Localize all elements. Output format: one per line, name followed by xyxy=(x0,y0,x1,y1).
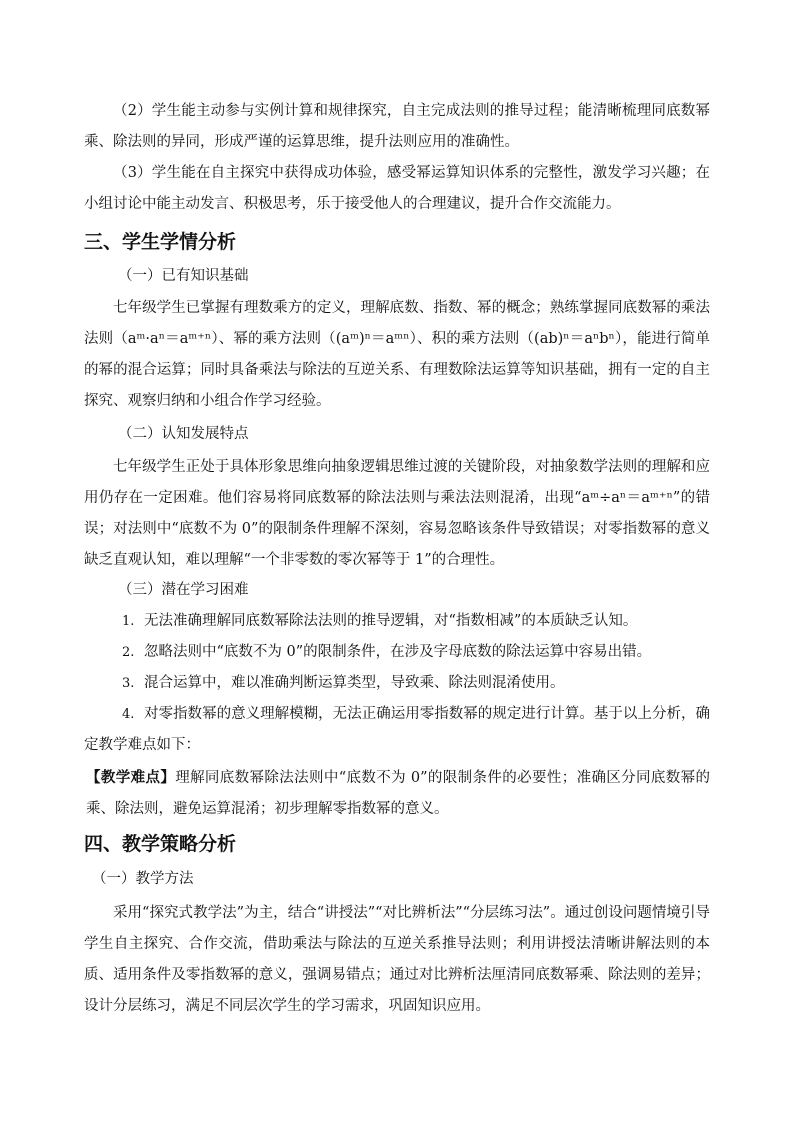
goal-item-3: （3）学生能在自主探究中获得成功体验，感受幂运算知识体系的完整性，激发学习兴趣；在小组讨论中能主动发言、积极思考，乐于接受他人的合理建议，提升合作交流能力。 xyxy=(84,165,710,212)
list-item-number: 3. xyxy=(122,676,135,691)
list-item-text: 对零指数幂的意义理解模糊，无法正确运用零指数幂的规定进行计算。基于以上分析，确定教学难点如下： xyxy=(84,706,710,753)
subheading-prior-knowledge: （一）已有知识基础 xyxy=(118,268,249,284)
list-item xyxy=(84,668,710,699)
list-item xyxy=(84,637,710,668)
list-item xyxy=(84,606,710,637)
list-item-text: 无法准确理解同底数幂除法法则的推导逻辑，对“指数相减”的本质缺乏认知。 xyxy=(144,613,638,629)
list-item-text: 忽略法则中“底数不为 0”的限制条件，在涉及字母底数的除法运算中容易出错。 xyxy=(144,644,652,660)
cognitive-features-text: 七年级学生正处于具体形象思维向抽象逻辑思维过渡的关键阶段，对抽象数学法则的理解和应用仍存在一定困难。他们容易将同底数幂的除法法则与乘法法则混淆，出现“aᵐ÷aⁿ＝aᵐ⁺ⁿ”的错误；对法则中“底数不为 0”的限制条件理解不深刻，容易忽略该条件导致错误；对零指数幂的意义缺乏直观认知，难以理解“一个非零数的零次幂等于 1”的合理性。 xyxy=(84,459,710,568)
list-item-number: 1. xyxy=(122,614,135,629)
list-item xyxy=(84,699,710,761)
section-heading-learner-analysis: 三、学生学情分析 xyxy=(84,231,237,253)
teaching-difficulty-label: 【教学难点】 xyxy=(86,769,176,786)
prior-knowledge-text: 七年级学生已掌握有理数乘方的定义，理解底数、指数、幂的概念；熟练掌握同底数幂的乘法法则（aᵐ·aⁿ＝aᵐ⁺ⁿ）、幂的乘方法则（(aᵐ)ⁿ＝aᵐⁿ）、积的乘方法则（(ab)ⁿ＝aⁿbⁿ），能进行简单的幂的混合运算；同时具备乘法与除法的互逆关系、有理数除法运算等知识基础，拥有一定的自主探究、观察归纳和小组合作学习经验。 xyxy=(84,300,710,409)
teaching-methods-text: 采用“探究式教学法”为主，结合“讲授法”“对比辨析法”“分层练习法”。通过创设问题情境引导学生自主探究、合作交流，借助乘法与除法的互逆关系推导法则；利用讲授法清晰讲解法则的本质、适用条件及零指数幂的意义，强调易错点；通过对比辨析法厘清同底数幂乘、除法则的差异；设计分层练习，满足不同层次学生的学习需求，巩固知识应用。 xyxy=(84,905,710,1014)
goal-item-2: （2）学生能主动参与实例计算和规律探究，自主完成法则的推导过程；能清晰梳理同底数幂乘、除法则的异同，形成严谨的运算思维，提升法则应用的准确性。 xyxy=(84,103,710,150)
subheading-learning-difficulties: （三）潜在学习困难 xyxy=(118,582,249,598)
subheading-cognitive-features: （二）认知发展特点 xyxy=(118,426,249,442)
teaching-difficulty-text: 理解同底数幂除法法则中“底数不为 0”的限制条件的必要性；准确区分同底数幂的乘、除法则，避免运算混淆；初步理解零指数幂的意义。 xyxy=(86,770,710,817)
list-item-number: 2. xyxy=(122,645,135,660)
list-item-text: 混合运算中，难以准确判断运算类型，导致乘、除法则混淆使用。 xyxy=(144,675,565,691)
teaching-difficulty xyxy=(86,762,710,825)
section-heading-teaching-strategy: 四、教学策略分析 xyxy=(84,833,237,855)
subheading-teaching-methods: （一）教学方法 xyxy=(92,871,194,887)
list-item-number: 4. xyxy=(122,707,135,722)
